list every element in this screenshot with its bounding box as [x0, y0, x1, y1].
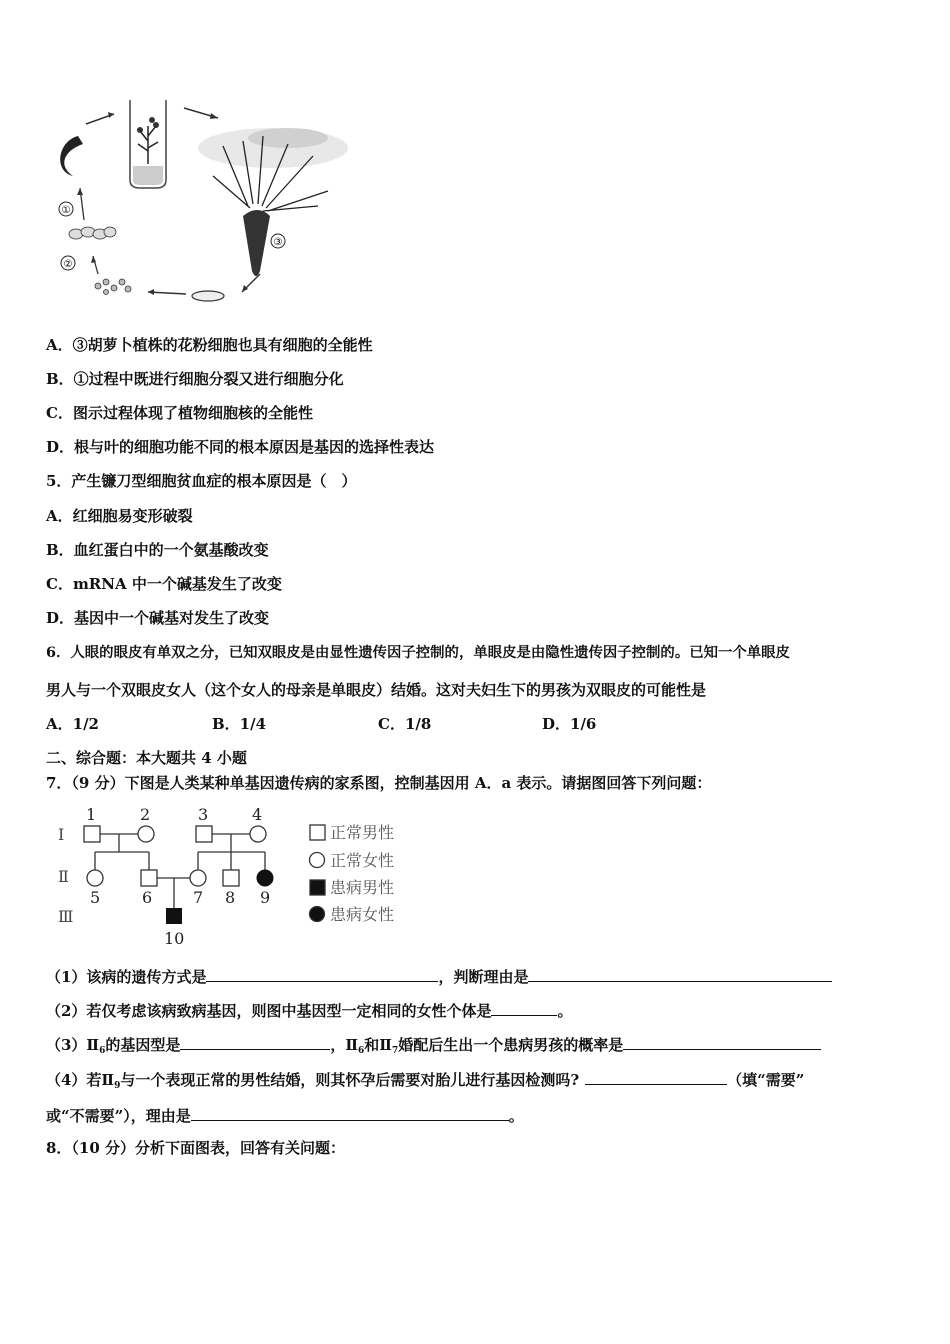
legend-normal-male: 正常男性 — [330, 823, 395, 842]
q5-option-d: D．基因中一个碱基对发生了改变 — [46, 609, 270, 627]
individual-7-number: 7 — [193, 888, 204, 907]
q5-stem: 5．产生镰刀型细胞贫血症的根本原因是（ ） — [46, 472, 357, 490]
label-step3: ③ — [273, 237, 283, 248]
cell-clumps — [95, 279, 131, 295]
q7-part3: $(3)Ⅱ_6$的基因型是 ，$Ⅱ_6$和$Ⅱ_7$婚配后生出一个患病男孩的概率是 — [46, 1033, 821, 1061]
individual-8 — [223, 870, 239, 886]
q5-option-a: A．红细胞易变形破裂 — [46, 507, 193, 525]
q7-part2: （2）若仅考虑该病致病基因，则图中基因型一定相同的女性个体是 。 — [46, 999, 572, 1021]
answer-blank[interactable] — [623, 1033, 821, 1050]
petri-dish — [192, 291, 224, 301]
q4-option-d: D．根与叶的细胞功能不同的根本原因是基因的选择性表达 — [46, 438, 435, 456]
individual-9 — [257, 870, 273, 886]
individual-9-number: 9 — [260, 888, 271, 907]
generation-label-1: Ⅰ — [58, 825, 65, 844]
pedigree-chart — [50, 800, 420, 950]
individual-5-number: 5 — [90, 888, 101, 907]
legend-affected-male-symbol — [310, 880, 325, 895]
suspension-cells — [69, 227, 116, 239]
legend-affected-female: 患病女性 — [330, 905, 395, 924]
individual-3 — [196, 826, 212, 842]
legend-normal-male-symbol — [310, 825, 325, 840]
label-step1: ① — [61, 205, 71, 216]
individual-4-number: 4 — [252, 805, 263, 824]
q6-option-d: D．1/6 — [542, 715, 597, 733]
section2-title: 二、综合题：本大题共 4 小题 — [46, 749, 247, 767]
generation-label-3: Ⅲ — [58, 907, 74, 926]
legend-affected-female-symbol — [310, 907, 325, 922]
individual-6 — [141, 870, 157, 886]
individual-1 — [84, 826, 100, 842]
q7-part4-line2: 或“不需要”），理由是 。 — [46, 1104, 524, 1126]
individual-2-number: 2 — [140, 805, 151, 824]
answer-blank[interactable] — [180, 1033, 330, 1050]
legend-affected-male: 患病男性 — [330, 878, 395, 897]
answer-blank[interactable] — [491, 999, 557, 1016]
q8-stem: 8．（10 分）分析下面图表，回答有关问题： — [46, 1139, 346, 1157]
carrot-root — [243, 210, 270, 276]
q6-option-c: C．1/8 — [378, 715, 432, 733]
individual-10-number: 10 — [164, 929, 185, 948]
q5-option-c: C．mRNA 中一个碱基发生了改变 — [46, 575, 282, 593]
q5-option-b: B．血红蛋白中的一个氨基酸改变 — [46, 541, 269, 559]
q6-option-a: A．1/2 — [46, 715, 99, 733]
answer-blank[interactable] — [191, 1104, 509, 1121]
q4-option-b: B．①过程中既进行细胞分裂又进行细胞分化 — [46, 370, 344, 388]
legend-normal-female: 正常女性 — [330, 851, 395, 870]
label-step2: ② — [63, 259, 73, 270]
individual-6-number: 6 — [142, 888, 153, 907]
individual-5 — [87, 870, 103, 886]
q4-option-a: A．③胡萝卜植株的花粉细胞也具有细胞的全能性 — [46, 336, 373, 354]
tissue-culture-figure — [48, 96, 348, 306]
individual-4 — [250, 826, 266, 842]
answer-blank[interactable] — [585, 1068, 727, 1085]
q4-option-c: C．图示过程体现了植物细胞核的全能性 — [46, 404, 313, 422]
individual-3-number: 3 — [198, 805, 209, 824]
individual-1-number: 1 — [86, 805, 97, 824]
generation-label-2: Ⅱ — [58, 867, 69, 886]
q7-part1: （1）该病的遗传方式是 ，判断理由是 — [46, 965, 832, 987]
individual-10 — [166, 908, 182, 924]
individual-2 — [138, 826, 154, 842]
explant-shape — [60, 136, 83, 176]
q6-stem-line1: 6．人眼的眼皮有单双之分，已知双眼皮是由显性遗传因子控制的，单眼皮是由隐性遗传因子控制的。已知一个单眼皮 — [46, 644, 790, 661]
q6-stem-line2: 男人与一个双眼皮女人（这个女人的母亲是单眼皮）结婚。这对夫妇生下的男孩为双眼皮的可能性是 — [46, 681, 707, 699]
q7-part4-line1: （4）若$Ⅱ_9$与一个表现正常的男性结婚，则其怀孕后需要对胎儿进行基因检测吗? （填“需要” — [46, 1068, 804, 1096]
q7-stem: 7．（9 分）下图是人类某种单基因遗传病的家系图，控制基因用 A．a 表示。请据图回答下列问题： — [46, 774, 712, 792]
q6-option-b: B．1/4 — [212, 715, 267, 733]
answer-blank[interactable] — [528, 965, 832, 982]
legend-normal-female-symbol — [310, 853, 325, 868]
individual-7 — [190, 870, 206, 886]
individual-8-number: 8 — [225, 888, 236, 907]
answer-blank[interactable] — [206, 965, 438, 982]
